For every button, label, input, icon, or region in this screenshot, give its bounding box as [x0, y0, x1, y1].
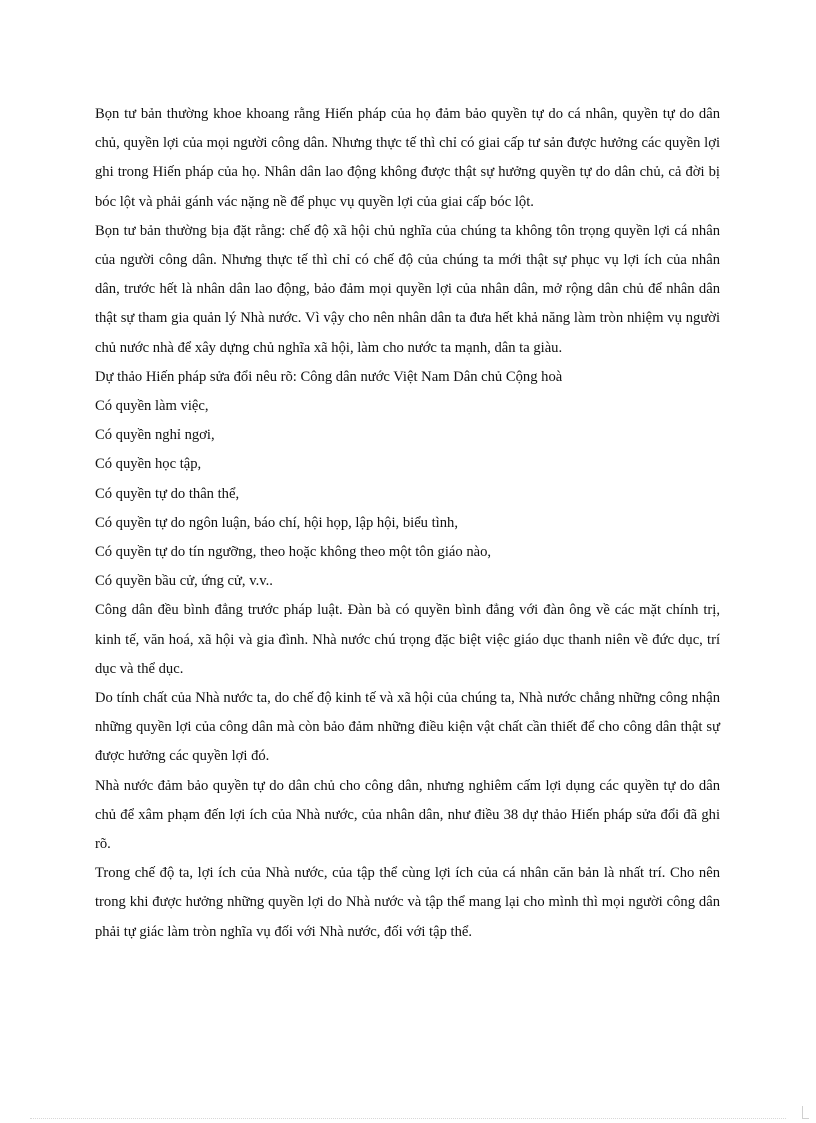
- paragraph-socialist-regime: Bọn tư bản thường bịa đặt rằng: chế độ xã hội chủ nghĩa của chúng ta không tôn trọng quyền lợi cá nhân của người công dân. Nhưng thực tế thì chỉ có chế độ của chúng ta mới thật sự phục vụ lợi ích của nhân dân, trước hết là nhân dân lao động, bảo đảm mọi quyền lợi của nhân dân, mở rộng dân chủ để nhân dân thật sự tham gia quản lý Nhà nước. Vì vậy cho nên nhân dân ta đưa hết khả năng làm tròn nhiệm vụ người chủ nước nhà để xây dựng chủ nghĩa xã hội, làm cho nước ta mạnh, dân ta giàu.: [95, 222, 720, 356]
- list-item: Có quyền học tập,: [95, 456, 202, 473]
- paragraph-draft-constitution: Dự thảo Hiến pháp sửa đổi nêu rõ: Công dân nước Việt Nam Dân chủ Cộng hoà: [95, 368, 563, 385]
- list-item: Có quyền tự do ngôn luận, báo chí, hội họp, lập hội, biểu tình,: [95, 514, 458, 531]
- list-item: Có quyền nghỉ ngơi,: [95, 427, 215, 444]
- list-item: Có quyền làm việc,: [95, 398, 209, 415]
- page-corner-mark: [802, 1106, 809, 1119]
- rights-list: [95, 392, 720, 596]
- page-bottom-rule: [30, 1118, 786, 1119]
- paragraph-state-guarantee: Do tính chất của Nhà nước ta, do chế độ kinh tế và xã hội của chúng ta, Nhà nước chẳng những công nhận những quyền lợi của công dân mà còn bảo đảm những điều kiện vật chất cần thiết để cho công dân thật sự được hưởng các quyền lợi đó.: [95, 690, 720, 765]
- paragraph-democratic-freedom: Nhà nước đảm bảo quyền tự do dân chủ cho công dân, nhưng nghiêm cấm lợi dụng các quyền tự do dân chủ để xâm phạm đến lợi ích của Nhà nước, của nhân dân, như điều 38 dự thảo Hiến pháp sửa đổi đã ghi rõ.: [95, 777, 720, 853]
- list-item: Có quyền bầu cử, ứng cử, v.v..: [95, 573, 273, 590]
- list-item: Có quyền tự do thân thể,: [95, 485, 240, 502]
- paragraph-capitalist-claims: Bọn tư bản thường khoe khoang rằng Hiến pháp của họ đảm bảo quyền tự do cá nhân, quyền tự do dân chủ, quyền lợi của mọi người công dân. Nhưng thực tế thì chỉ có giai cấp tư sản được hưởng các quyền lợi ghi trong Hiến pháp của họ. Nhân dân lao động không được thật sự hưởng quyền tự do dân chủ, cả đời bị bóc lột và phải gánh vác nặng nề để phục vụ quyền lợi của giai cấp bóc lột.: [95, 106, 720, 210]
- paragraph-citizen-duty: Trong chế độ ta, lợi ích của Nhà nước, của tập thể cùng lợi ích của cá nhân căn bản là nhất trí. Cho nên trong khi được hưởng những quyền lợi do Nhà nước và tập thể mang lại cho mình thì mọi người công dân phải tự giác làm tròn nghĩa vụ đối với Nhà nước, đối với tập thể.: [95, 865, 720, 940]
- list-item: Có quyền tự do tín ngưỡng, theo hoặc không theo một tôn giáo nào,: [95, 544, 492, 561]
- document-body: [95, 100, 720, 947]
- paragraph-equality: Công dân đều bình đẳng trước pháp luật. Đàn bà có quyền bình đẳng với đàn ông về các mặt chính trị, kinh tế, văn hoá, xã hội và gia đình. Nhà nước chú trọng đặc biệt việc giáo dục thanh niên về đức dục, trí dục và thể dục.: [95, 602, 720, 677]
